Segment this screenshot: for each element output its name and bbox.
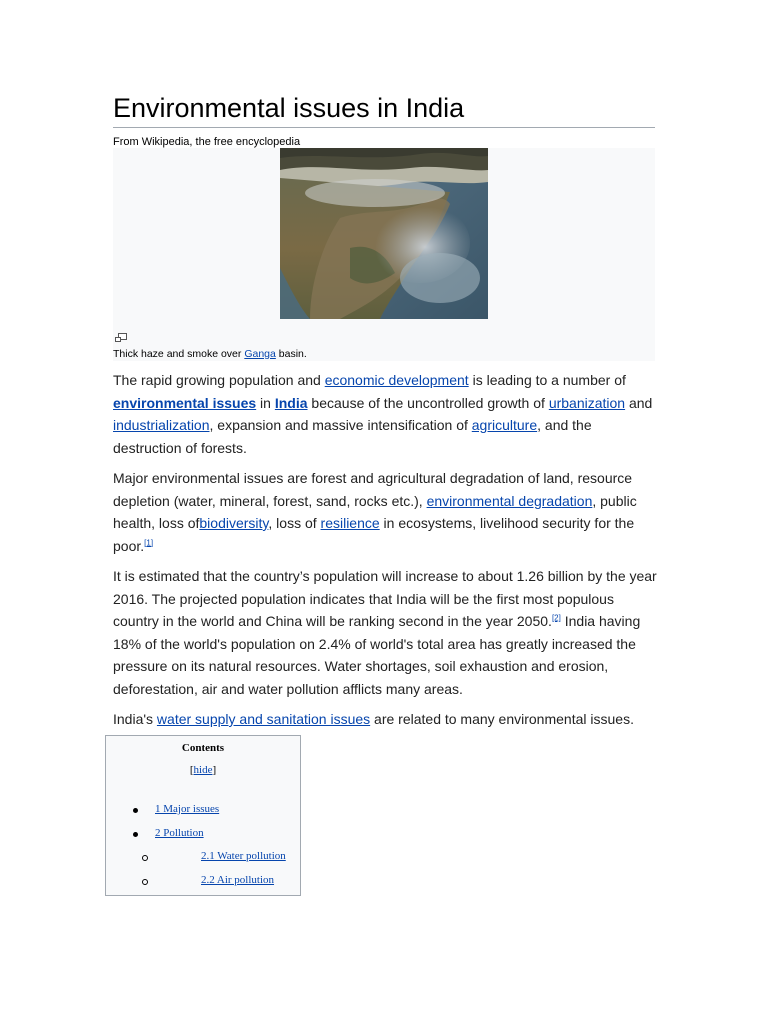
satellite-haze-image[interactable] (280, 148, 488, 319)
text-run: India's (113, 711, 157, 727)
bracket: ] (212, 764, 217, 776)
figure-caption (113, 347, 307, 361)
site-tagline: From Wikipedia, the free encyclopedia (113, 136, 301, 148)
open-bullet-icon (142, 879, 148, 885)
text-run: Major environmental issues are forest and agricultural degradation of land, resource depletion (water, mineral, forest, sand, rocks etc.), (113, 470, 633, 509)
bullet-icon (133, 832, 138, 837)
ganga-link[interactable]: Ganga (244, 348, 276, 360)
water-supply-link[interactable]: water supply and sanitation issues (156, 711, 371, 727)
figure-thumbnail (113, 148, 655, 361)
toc-item-pollution[interactable]: 2 Pollution (155, 827, 204, 839)
caption-text-end: basin. (275, 348, 307, 360)
biodiversity-link[interactable]: biodiversity (199, 515, 269, 531)
industrialization-link[interactable]: industrialization (113, 417, 210, 433)
magnify-icon[interactable] (115, 330, 127, 340)
text-run: , public health, loss of (113, 492, 637, 531)
text-run: , expansion and massive intensification of (209, 417, 472, 433)
intro-paragraph (113, 369, 658, 459)
population-paragraph (113, 565, 658, 700)
text-run: The rapid growing population and (113, 372, 325, 388)
agriculture-link[interactable]: agriculture (471, 417, 538, 433)
india-link[interactable]: India (274, 394, 308, 411)
text-run: India having 18% of the world's population on 2.4% of world's total area has greatly increased the pressure on its natural resources. Water shortages, soil exhaustion and erosion, deforestation, air and water pollution afflicts many areas. (113, 613, 641, 697)
environmental-degradation-link[interactable]: environmental degradation (426, 492, 593, 509)
water-supply-paragraph (113, 708, 658, 731)
page-title: Environmental issues in India (113, 91, 655, 128)
toc-hide-link[interactable]: hide (193, 764, 213, 776)
toc-item-air-pollution[interactable]: 2.2 Air pollution (201, 874, 275, 886)
table-of-contents (105, 735, 301, 896)
caption-text: Thick haze and smoke over (113, 348, 245, 360)
text-run: , loss of (268, 515, 321, 531)
reference-1-link[interactable]: [1] (144, 537, 154, 547)
text-run: in (256, 394, 275, 411)
open-bullet-icon (142, 855, 148, 861)
economic-development-link[interactable]: economic development (324, 372, 469, 388)
urbanization-link[interactable]: urbanization (548, 394, 626, 411)
toc-title: Contents (181, 742, 225, 754)
reference-2-link[interactable]: [2] (551, 613, 561, 623)
environmental-issues-link[interactable]: environmental issues (113, 394, 257, 411)
text-run: in ecosystems, livelihood security for the poor. (113, 515, 635, 554)
text-run: and (625, 394, 653, 411)
text-run: It is estimated that the country’s population will increase to about 1.26 billion by the year 2016. The projected population indicates that India will be the first most populous country in the world and China will be ranking second in the year 2050. (113, 568, 657, 629)
text-run: are related to many environmental issues. (370, 711, 634, 727)
text-run: is leading to a number of (468, 372, 626, 388)
major-issues-paragraph (113, 467, 658, 557)
bullet-icon (133, 808, 138, 813)
text-run: , and the destruction of forests. (113, 417, 592, 456)
resilience-link[interactable]: resilience (320, 515, 380, 531)
text-run: because of the uncontrolled growth of (307, 394, 549, 411)
toc-item-major-issues[interactable]: 1 Major issues (155, 803, 220, 815)
bracket: [ (189, 764, 194, 776)
toc-toggle (106, 764, 300, 776)
toc-item-water-pollution[interactable]: 2.1 Water pollution (201, 850, 286, 862)
